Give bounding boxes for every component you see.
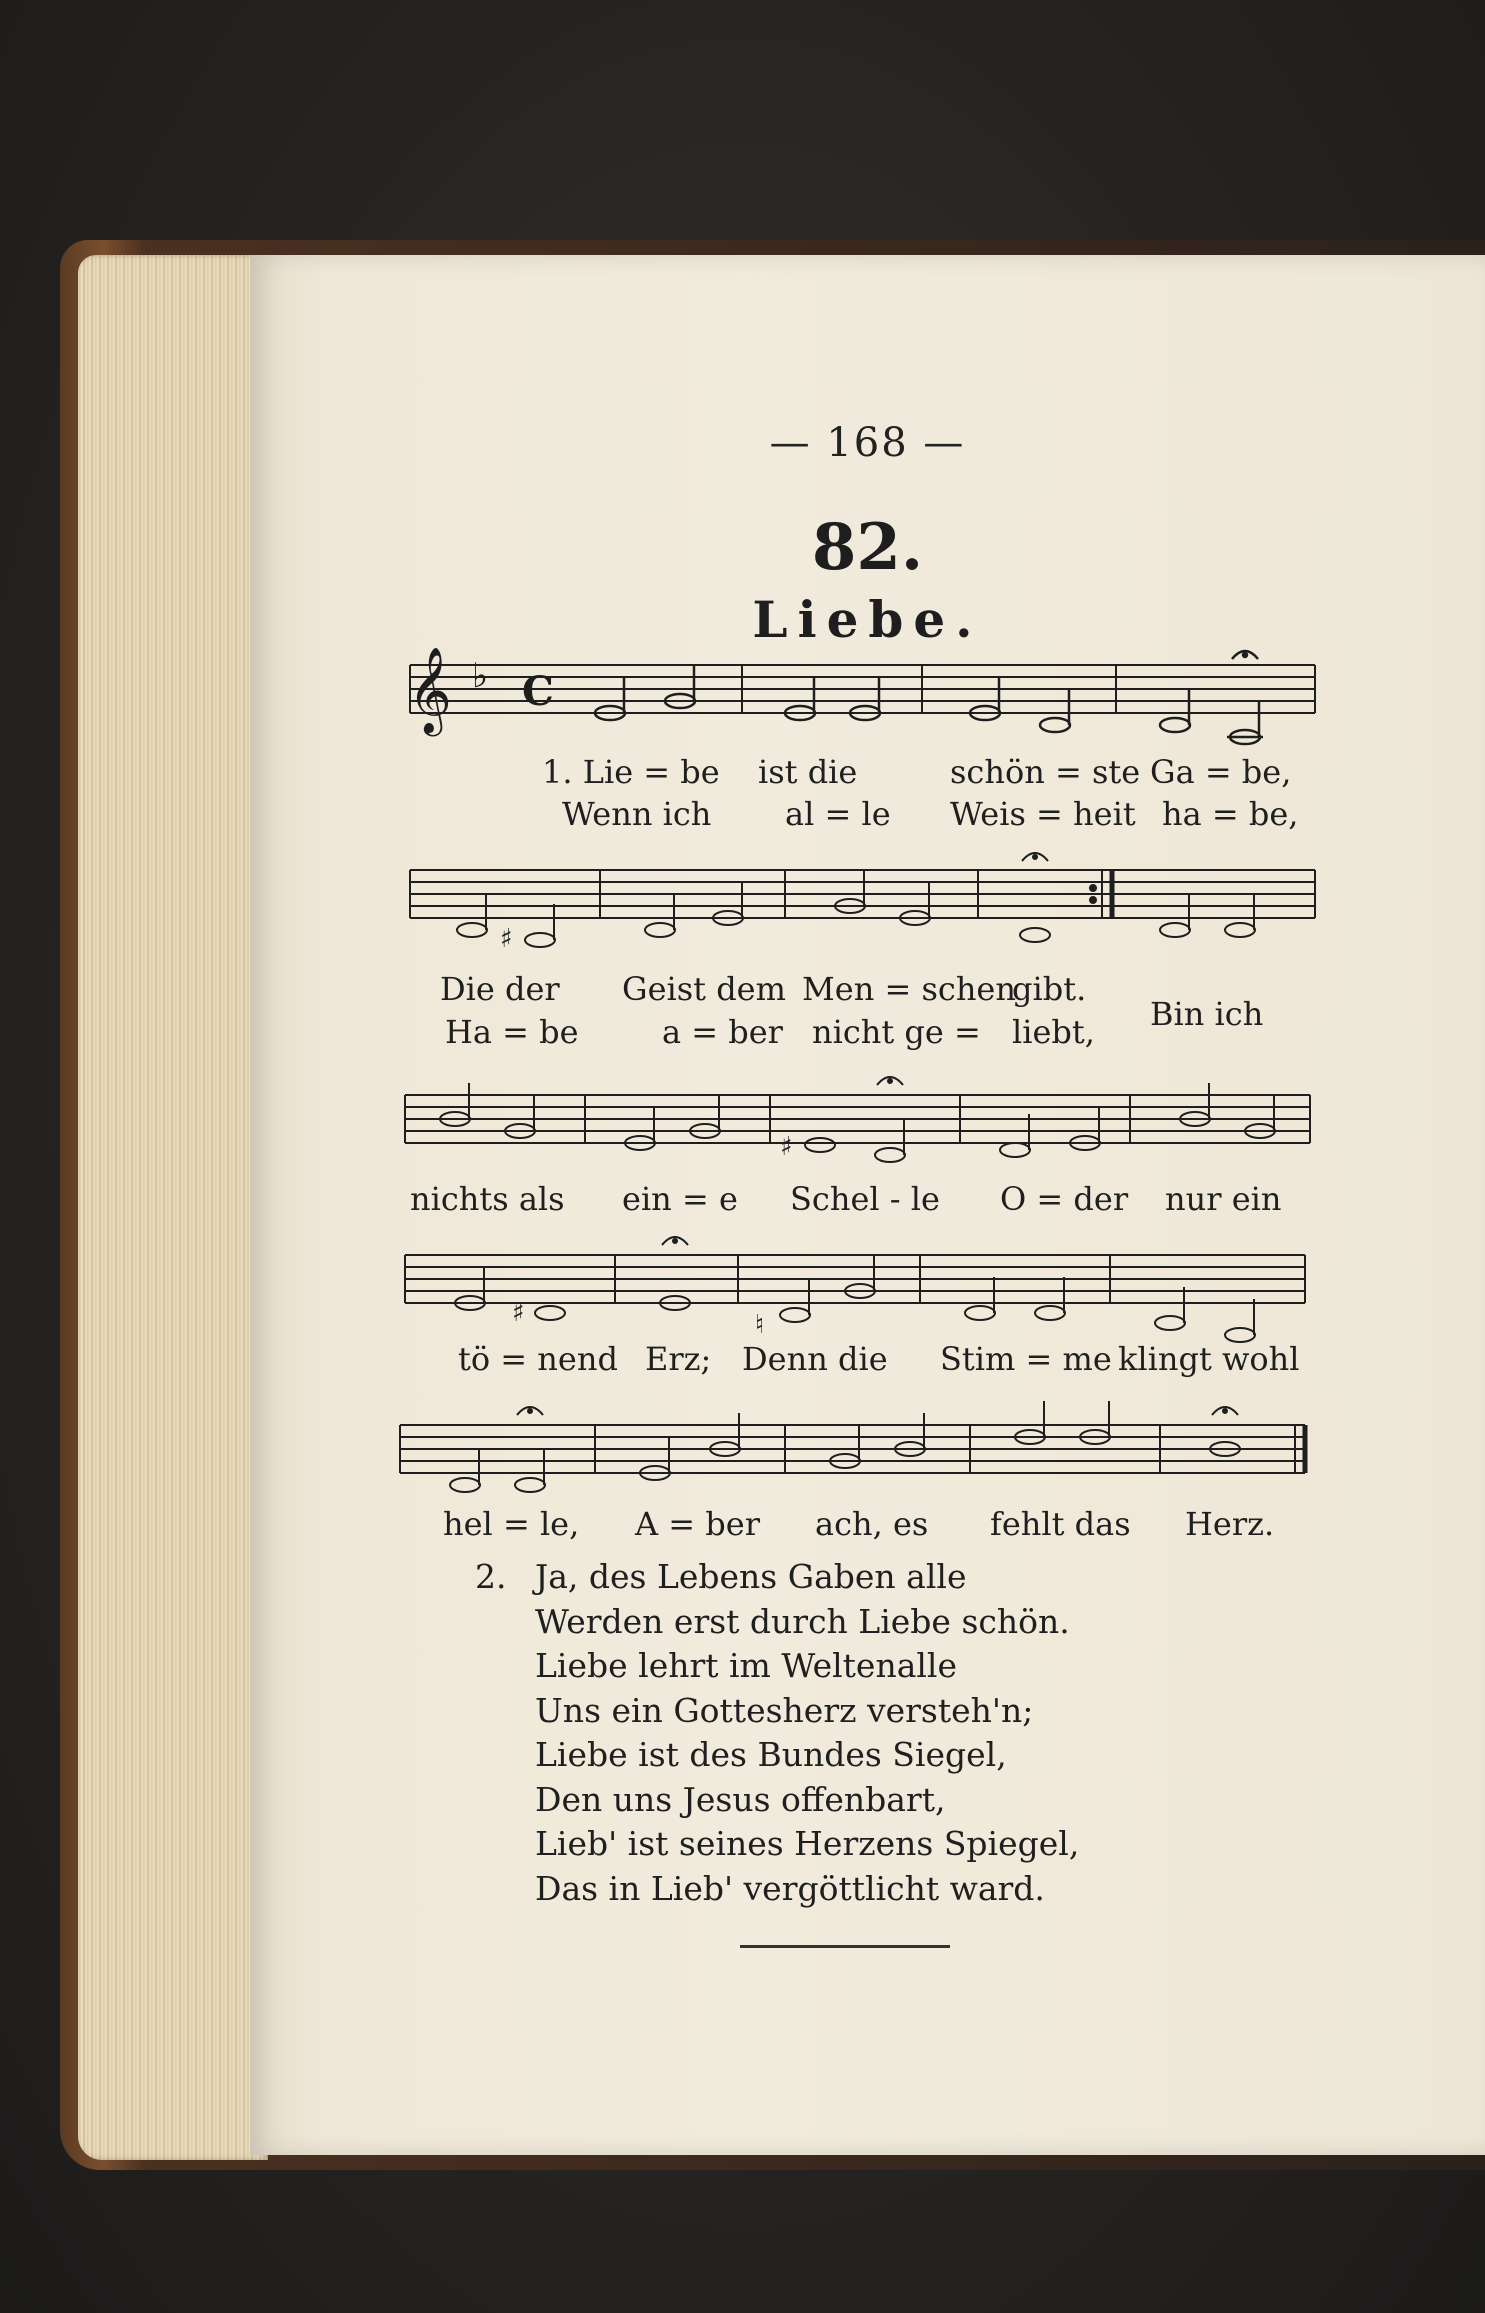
lyric-1b-4: ha = be, (1162, 795, 1299, 833)
lyric-2b-4: liebt, (1012, 1013, 1095, 1051)
staff-system-5 (400, 1401, 1305, 1492)
lyric-4-5: klingt wohl (1118, 1340, 1300, 1378)
lyric-1a-3: schön = ste (950, 753, 1141, 791)
svg-text:♯: ♯ (512, 1298, 525, 1328)
lyric-1a-1: 1. Lie = be (542, 753, 720, 791)
lyric-2b-1: Ha = be (445, 1013, 579, 1051)
svg-text:♯: ♯ (780, 1132, 793, 1162)
lyric-4-1: tö = nend (458, 1340, 618, 1378)
lyric-5-4: fehlt das (990, 1505, 1131, 1543)
verse-2-line-7: Lieb' ist seines Herzens Spiegel, (535, 1824, 1080, 1863)
staff-system-4 (405, 1237, 1305, 1342)
song-title: Liebe. (752, 590, 983, 649)
lyric-5-3: ach, es (815, 1505, 929, 1543)
lyric-5-2: A = ber (635, 1505, 760, 1543)
verse-2-line-1: 2. Ja, des Lebens Gaben alle (475, 1555, 1079, 1600)
svg-text:♮: ♮ (755, 1310, 765, 1340)
lyric-4-2: Erz; (645, 1340, 712, 1378)
end-rule (740, 1945, 950, 1948)
verse-2-line-4: Uns ein Gottesherz versteh'n; (535, 1690, 1034, 1730)
lyric-2b-2: a = ber (662, 1013, 783, 1051)
lyric-4-3: Denn die (742, 1340, 888, 1378)
verse-2-number: 2. (475, 1557, 507, 1596)
lyric-2a-4: gibt. (1012, 970, 1087, 1008)
lyric-3-4: O = der (1000, 1180, 1129, 1218)
lyric-3-1: nichts als (410, 1180, 565, 1218)
lyric-1b-2: al = le (785, 795, 891, 833)
lyric-3-3: Schel - le (790, 1180, 940, 1218)
svg-text:♯: ♯ (500, 924, 513, 954)
lyric-3-5: nur ein (1165, 1180, 1282, 1218)
treble-clef-icon: 𝄞 (408, 647, 452, 733)
lyric-1b-3: Weis = heit (950, 795, 1136, 833)
staff-system-3 (405, 1077, 1310, 1162)
lyric-2b-5: Bin ich (1150, 995, 1264, 1033)
lyric-4-4: Stim = me (940, 1340, 1112, 1378)
verse-2-line-6: Den uns Jesus offenbart, (535, 1779, 946, 1819)
lyric-1b-1: Wenn ich (562, 795, 712, 833)
verse-2-line-2: Werden erst durch Liebe schön. (535, 1601, 1070, 1641)
flat-icon: ♭ (472, 656, 489, 696)
lyric-1a-2: ist die (758, 753, 858, 791)
page-edges (78, 255, 268, 2160)
page-number: — 168 — (769, 420, 966, 466)
lyric-1a-4: Ga = be, (1150, 753, 1292, 791)
lyric-2a-2: Geist dem (622, 970, 786, 1008)
book-page (250, 255, 1485, 2155)
verse-2-line-5: Liebe ist des Bundes Siegel, (535, 1735, 1007, 1774)
verse-2 (475, 1555, 1079, 1911)
lyric-5-1: hel = le, (443, 1505, 580, 1543)
staff-system-2 (410, 853, 1315, 954)
lyric-2a-1: Die der (440, 970, 560, 1008)
verse-2-line-3: Liebe lehrt im Weltenalle (535, 1646, 958, 1685)
song-number: 82. (811, 510, 924, 585)
lyric-2a-3: Men = schen (802, 970, 1016, 1008)
time-signature-c: C (522, 668, 554, 715)
verse-2-line-8: Das in Lieb' vergöttlicht ward. (535, 1868, 1045, 1908)
lyric-3-2: ein = e (622, 1180, 738, 1218)
lyric-5-5: Herz. (1185, 1505, 1275, 1543)
lyric-2b-3: nicht ge = (812, 1013, 981, 1051)
